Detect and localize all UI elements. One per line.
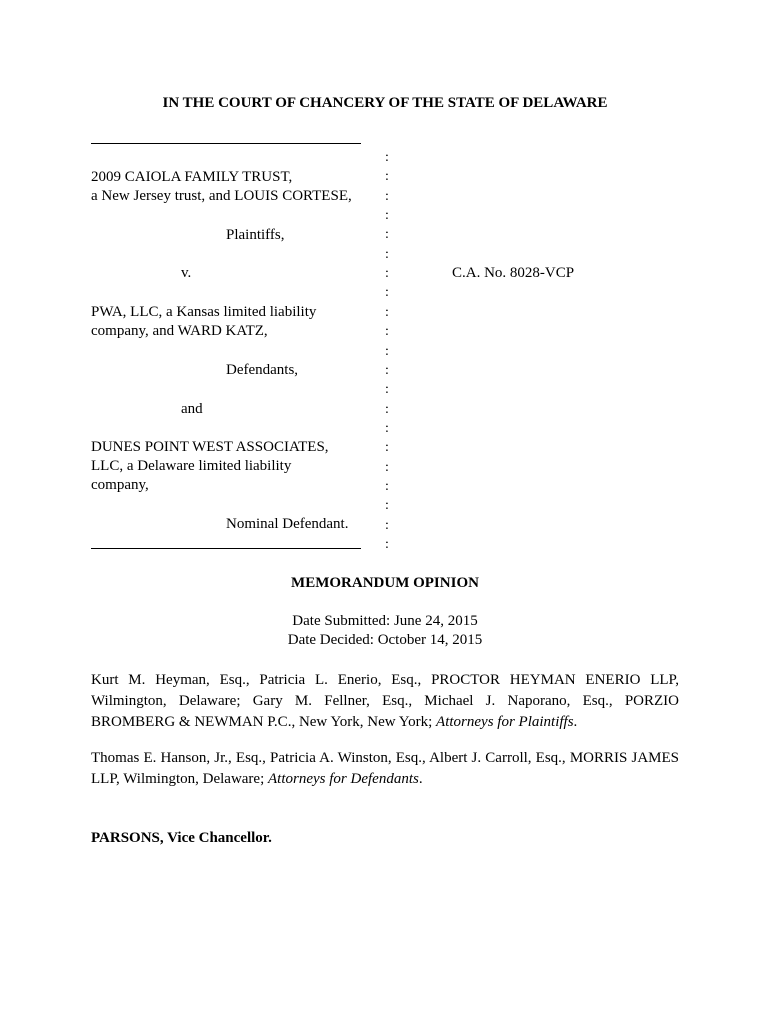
plaintiffs-counsel-text: Kurt M. Heyman, Esq., Patricia L. Enerio, Esq., PROCTOR HEYMAN ENERIO LLP, Wilmington, Delaware; Gary M. Fellner, Esq., Michael J. Naporano, Esq., PORZIO BROMBERG & NEWMAN P.C., New York, New York; (91, 672, 679, 730)
caption-colon: : (385, 208, 389, 223)
plaintiffs-counsel-role: Attorneys for Plaintiffs (436, 714, 574, 730)
caption-bottom-rule (91, 548, 361, 549)
defendants-counsel-end: . (418, 771, 423, 787)
defendants-label: Defendants, (226, 362, 299, 378)
caption-colon: : (385, 247, 389, 262)
caption-colon: : (385, 285, 389, 300)
plaintiff-name-line1: 2009 CAIOLA FAMILY TRUST, (91, 169, 293, 185)
caption-colon: : (385, 305, 389, 320)
caption-colon: : (385, 440, 389, 455)
defendants-counsel-text: Thomas E. Hanson, Jr., Esq., Patricia A. Winston, Esq., Albert J. Carroll, Esq., MORRIS JAMES LLP, Wilmington, Delaware; (91, 750, 679, 787)
date-decided: Date Decided: October 14, 2015 (287, 632, 483, 648)
caption-colon: : (385, 479, 389, 494)
caption-colon: : (385, 324, 389, 339)
caption-colon: : (385, 189, 389, 204)
caption-colon: : (385, 537, 389, 552)
plaintiff-name-line2: a New Jersey trust, and LOUIS CORTESE, (91, 188, 352, 204)
nominal-name-line3: company, (91, 477, 149, 493)
plaintiffs-counsel-paragraph (91, 670, 679, 733)
caption-colon: : (385, 382, 389, 397)
case-number: C.A. No. 8028-VCP (452, 265, 575, 281)
caption-colon: : (385, 150, 389, 165)
nominal-name-line2: LLC, a Delaware limited liability (91, 458, 292, 474)
caption-colon: : (385, 498, 389, 513)
nominal-defendant-label: Nominal Defendant. (226, 516, 349, 532)
defendants-counsel-paragraph (91, 748, 679, 790)
nominal-name-line1: DUNES POINT WEST ASSOCIATES, (91, 439, 329, 455)
court-heading: IN THE COURT OF CHANCERY OF THE STATE OF DELAWARE (162, 95, 608, 111)
caption-colon: : (385, 518, 389, 533)
memorandum-title: MEMORANDUM OPINION (291, 575, 479, 591)
defendant-name-line1: PWA, LLC, a Kansas limited liability (91, 304, 317, 320)
caption-colon: : (385, 169, 389, 184)
caption-colon: : (385, 460, 389, 475)
plaintiffs-label: Plaintiffs, (226, 227, 285, 243)
caption-top-rule (91, 143, 361, 144)
defendant-name-line2: company, and WARD KATZ, (91, 323, 268, 339)
caption-colon: : (385, 363, 389, 378)
and-label: and (181, 401, 203, 417)
caption-colon: : (385, 266, 389, 281)
plaintiffs-counsel-end: . (573, 714, 578, 730)
caption-colon: : (385, 402, 389, 417)
caption-colon: : (385, 344, 389, 359)
caption-colon: : (385, 421, 389, 436)
caption-colon: : (385, 227, 389, 242)
versus-label: v. (181, 265, 192, 281)
defendants-counsel-role: Attorneys for Defendants (268, 771, 419, 787)
signoff: PARSONS, Vice Chancellor. (91, 830, 272, 846)
date-submitted: Date Submitted: June 24, 2015 (292, 613, 478, 629)
